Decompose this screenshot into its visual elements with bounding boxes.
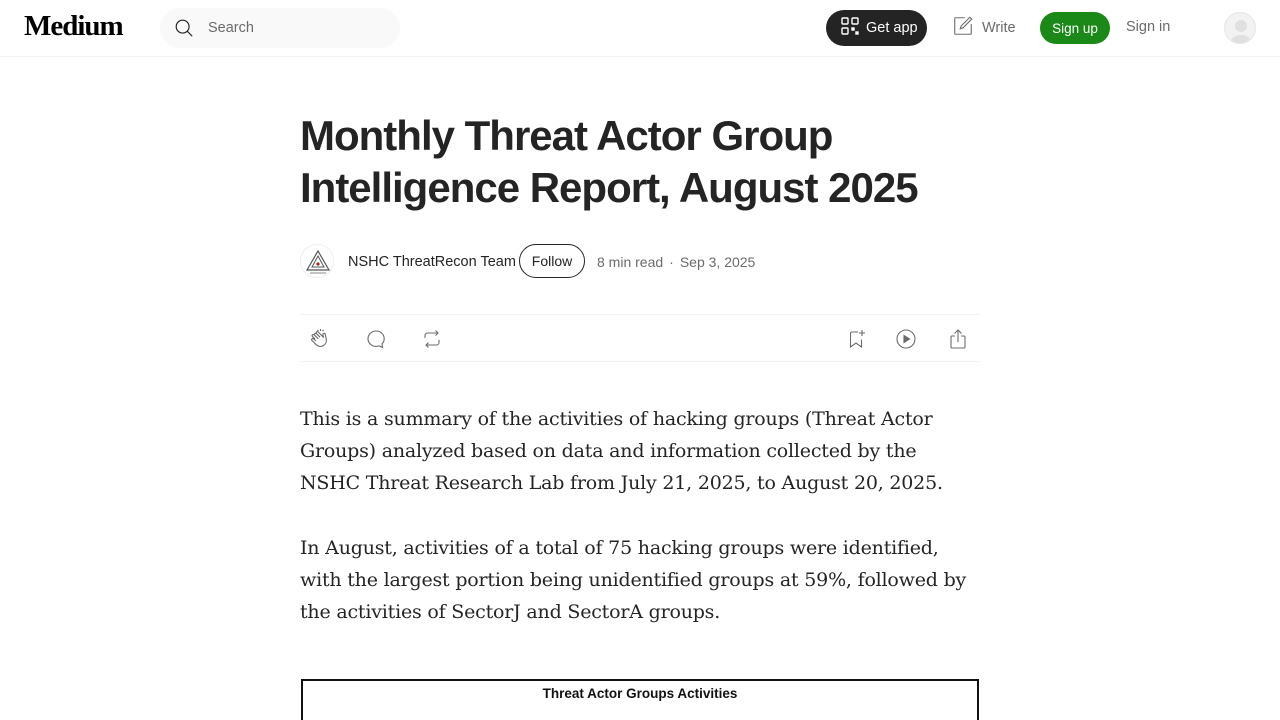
qr-code-icon (841, 17, 866, 39)
author-name[interactable]: NSHC ThreatRecon Team (348, 254, 516, 270)
search-box[interactable] (160, 8, 400, 48)
get-app-label: Get app (866, 20, 918, 36)
write-icon (952, 15, 982, 41)
top-navigation (0, 0, 1280, 57)
repost-icon[interactable] (420, 327, 444, 351)
publish-date: Sep 3, 2025 (679, 254, 756, 270)
article-action-bar (300, 314, 980, 362)
publisher-logo-icon[interactable] (300, 244, 334, 278)
bookmark-icon[interactable] (844, 327, 868, 351)
article-paragraph: This is a summary of the activities of hacking groups (Threat Actor Groups) analyzed based on data and information collected by the NSHC Threat Research Lab from July 21, 2025, to August 20, 2025. (300, 408, 943, 494)
figure-title: Threat Actor Groups Activities (542, 686, 738, 701)
read-time: 8 min read (597, 254, 664, 270)
sign-in-link[interactable]: Sign in (1126, 19, 1171, 35)
follow-button[interactable]: Follow (519, 244, 585, 278)
sign-up-button[interactable]: Sign up (1040, 12, 1110, 44)
article-figure-chart[interactable] (301, 679, 979, 720)
write-button[interactable] (952, 16, 1016, 40)
write-label: Write (982, 20, 1016, 36)
play-icon[interactable] (894, 327, 918, 351)
get-app-button[interactable] (826, 10, 927, 46)
clap-icon[interactable] (308, 327, 332, 351)
medium-logo[interactable]: Medium (24, 10, 123, 42)
comment-icon[interactable] (364, 327, 388, 351)
user-avatar-icon[interactable] (1224, 12, 1256, 44)
byline (300, 244, 980, 280)
article-meta (597, 254, 755, 270)
article-title: Monthly Threat Actor Group Intelligence Report, August 2025 (300, 112, 918, 211)
share-icon[interactable] (946, 327, 970, 351)
search-input[interactable] (208, 8, 388, 48)
search-icon (173, 17, 195, 39)
meta-separator: · (669, 254, 674, 270)
article-paragraph: In August, activities of a total of 75 hacking groups were identified, with the largest portion being unidentified groups at 59%, followed by the activities of SectorJ and SectorA groups. (300, 537, 967, 623)
